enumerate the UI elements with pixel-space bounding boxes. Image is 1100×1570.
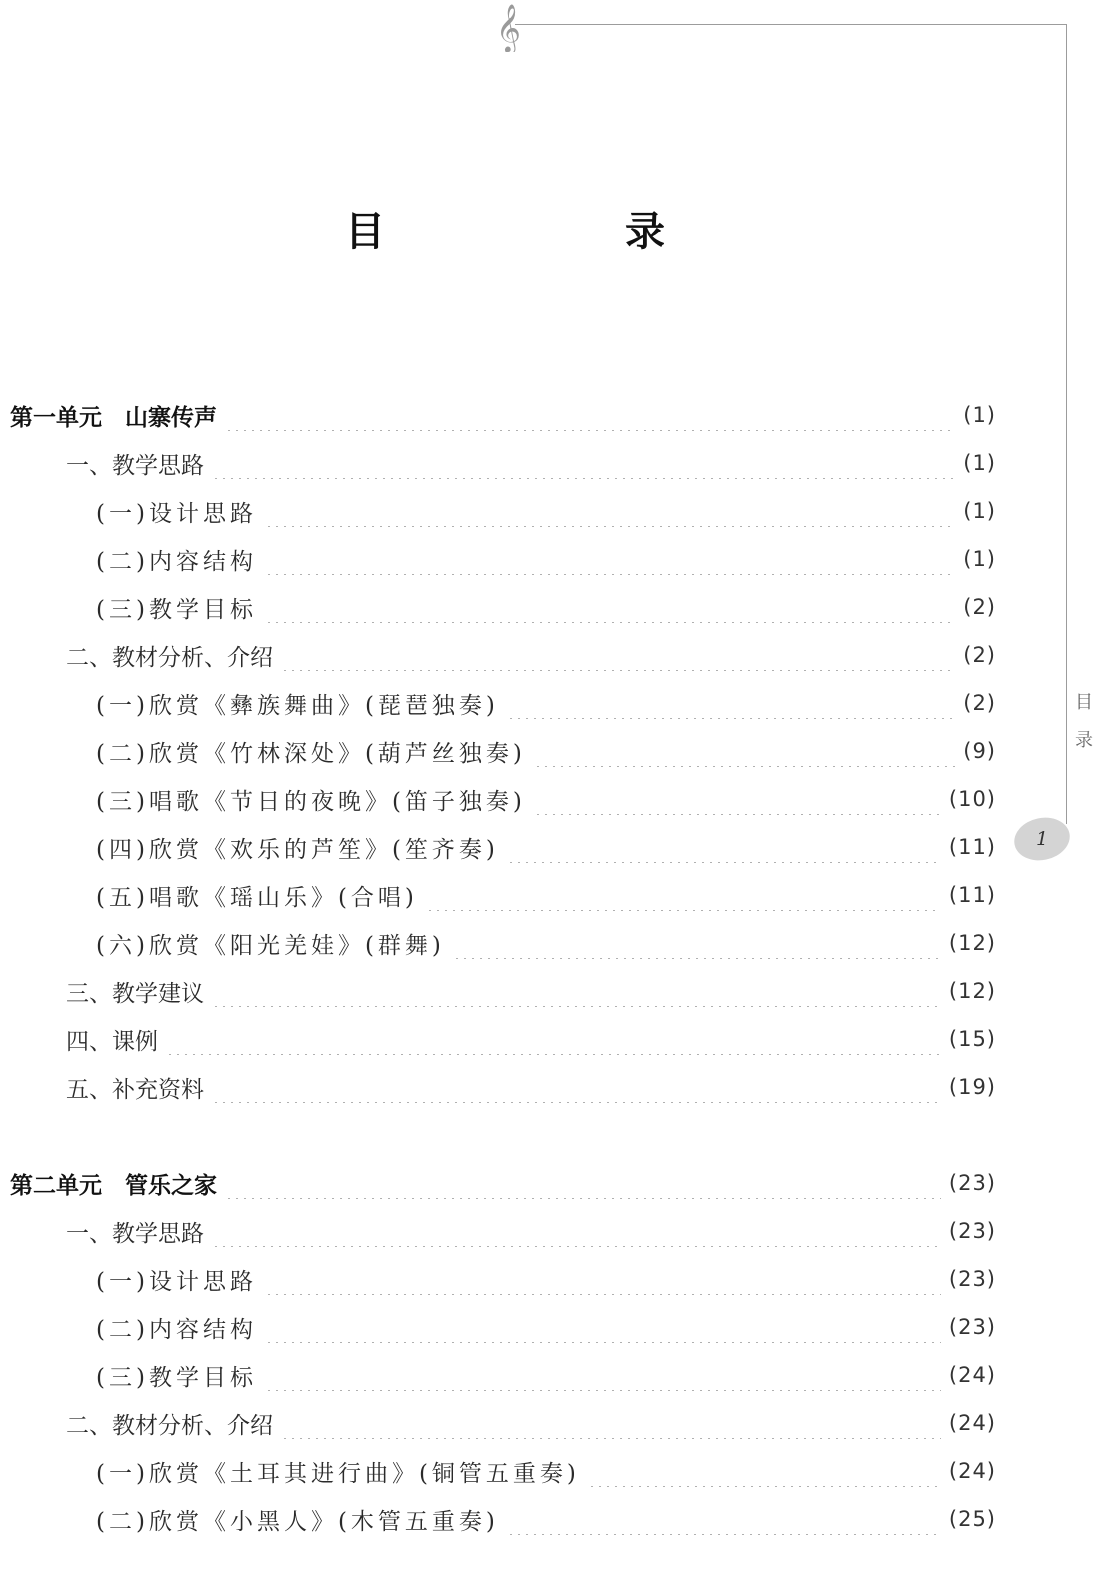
toc-leader-dots — [265, 495, 955, 527]
toc-entry-title: (二)内容结构 — [96, 1316, 257, 1343]
toc-entry[interactable] — [96, 1455, 996, 1487]
toc-entry-title: 二、教材分析、介绍 — [66, 1412, 273, 1439]
toc-entry-page: (24) — [948, 1411, 996, 1435]
toc-entry-page: (23) — [948, 1219, 996, 1243]
toc-entry-title: (二)欣赏《竹林深处》(葫芦丝独奏) — [96, 740, 526, 767]
toc-entry-title: (一)设计思路 — [96, 1268, 257, 1295]
toc-leader-dots — [212, 447, 955, 479]
toc-entry[interactable] — [96, 543, 996, 575]
toc-leader-dots — [265, 591, 955, 623]
toc-entry-title: (一)欣赏《土耳其进行曲》(铜管五重奏) — [96, 1460, 580, 1487]
toc-entry-title: 一、教学思路 — [66, 1220, 204, 1247]
toc-entry[interactable] — [66, 1215, 996, 1247]
toc-entry-page: (25) — [948, 1507, 996, 1531]
toc-leader-dots — [534, 735, 955, 767]
page-number-badge — [1010, 813, 1074, 866]
toc-leader-dots — [166, 1023, 941, 1055]
toc-entry[interactable] — [66, 639, 996, 671]
toc-leader-dots — [453, 927, 941, 959]
toc-entry-title: (二)内容结构 — [96, 548, 257, 575]
toc-leader-dots — [265, 1359, 941, 1391]
toc-entry-title: (二)欣赏《小黑人》(木管五重奏) — [96, 1508, 499, 1535]
toc-entry-page: (19) — [948, 1075, 996, 1099]
toc-entry[interactable] — [96, 495, 996, 527]
toc-entry[interactable] — [10, 399, 996, 431]
toc-entry[interactable] — [96, 1263, 996, 1295]
toc-entry-page: (24) — [948, 1363, 996, 1387]
toc-entry[interactable] — [96, 1311, 996, 1343]
toc-entry-page: (11) — [948, 835, 996, 859]
toc-entry-title: 第一单元 山寨传声 — [10, 403, 217, 431]
toc-entry-page: (23) — [948, 1171, 996, 1195]
toc-entry-page: (12) — [948, 979, 996, 1003]
treble-clef-icon — [492, 2, 526, 52]
toc-leader-dots — [265, 1263, 941, 1295]
toc-leader-dots — [507, 831, 941, 863]
toc-entry-title: (四)欣赏《欢乐的芦笙》(笙齐奏) — [96, 836, 499, 863]
toc-entry[interactable] — [66, 1407, 996, 1439]
toc-leader-dots — [212, 1215, 941, 1247]
toc-leader-dots — [212, 1071, 941, 1103]
toc-entry-title: 三、教学建议 — [66, 980, 204, 1007]
toc-entry[interactable] — [96, 831, 996, 863]
toc-entry[interactable] — [96, 1359, 996, 1391]
toc-entry-title: 二、教材分析、介绍 — [66, 644, 273, 671]
toc-leader-dots — [507, 1503, 941, 1535]
toc-entry-title: (六)欣赏《阳光羌娃》(群舞) — [96, 932, 445, 959]
toc-entry-title: (三)唱歌《节日的夜晚》(笛子独奏) — [96, 788, 526, 815]
toc-leader-dots — [225, 399, 955, 431]
toc-leader-dots — [281, 639, 955, 671]
toc-entry-title: 四、课例 — [66, 1028, 158, 1055]
page-title: 目 录 — [345, 209, 765, 255]
toc-entry-page: (23) — [948, 1315, 996, 1339]
toc-leader-dots — [281, 1407, 941, 1439]
toc-entry-page: (15) — [948, 1027, 996, 1051]
toc-entry-page: (2) — [963, 691, 996, 715]
toc-entry-title: (三)教学目标 — [96, 1364, 257, 1391]
toc-leader-dots — [225, 1167, 941, 1199]
frame-line-right — [1066, 24, 1067, 824]
toc-entry-title: 一、教学思路 — [66, 452, 204, 479]
toc-entry-page: (1) — [963, 547, 996, 571]
toc-entry[interactable] — [96, 927, 996, 959]
toc-leader-dots — [426, 879, 941, 911]
toc-entry[interactable] — [10, 1167, 996, 1199]
toc-entry-title: 第二单元 管乐之家 — [10, 1171, 217, 1199]
toc-entry-page: (24) — [948, 1459, 996, 1483]
frame-line-top — [515, 24, 1067, 25]
toc-entry-page: (23) — [948, 1267, 996, 1291]
toc-entry-title: (一)设计思路 — [96, 500, 257, 527]
toc-entry-page: (12) — [948, 931, 996, 955]
toc-leader-dots — [534, 783, 941, 815]
toc-entry-page: (1) — [963, 403, 996, 427]
toc-entry-title: (一)欣赏《彝族舞曲》(琵琶独奏) — [96, 692, 499, 719]
toc-entry-title: (五)唱歌《瑶山乐》(合唱) — [96, 884, 418, 911]
toc-entry-page: (10) — [948, 787, 996, 811]
toc-entry[interactable] — [66, 975, 996, 1007]
toc-entry[interactable] — [96, 591, 996, 623]
toc-entry-page: (1) — [963, 451, 996, 475]
toc-entry-page: (2) — [963, 595, 996, 619]
toc-entry[interactable] — [66, 1023, 996, 1055]
toc-entry-page: (1) — [963, 499, 996, 523]
toc-entry-title: 五、补充资料 — [66, 1076, 204, 1103]
toc-entry[interactable] — [96, 783, 996, 815]
page-number: 1 — [1035, 828, 1049, 850]
toc-leader-dots — [265, 543, 955, 575]
toc-leader-dots — [507, 687, 955, 719]
toc-entry[interactable] — [96, 687, 996, 719]
toc-leader-dots — [212, 975, 941, 1007]
toc-entry[interactable] — [66, 1071, 996, 1103]
toc-entry[interactable] — [96, 1503, 996, 1535]
svg-text:𝄞: 𝄞 — [496, 3, 521, 52]
toc-entry[interactable] — [96, 879, 996, 911]
toc-leader-dots — [588, 1455, 941, 1487]
toc-entry-page: (9) — [963, 739, 996, 763]
toc-entry[interactable] — [66, 447, 996, 479]
toc-entry-title: (三)教学目标 — [96, 596, 257, 623]
toc-entry-page: (11) — [948, 883, 996, 907]
toc-entry[interactable] — [96, 735, 996, 767]
side-section-label: 目录 — [1075, 692, 1093, 751]
toc-entry-page: (2) — [963, 643, 996, 667]
toc-leader-dots — [265, 1311, 941, 1343]
